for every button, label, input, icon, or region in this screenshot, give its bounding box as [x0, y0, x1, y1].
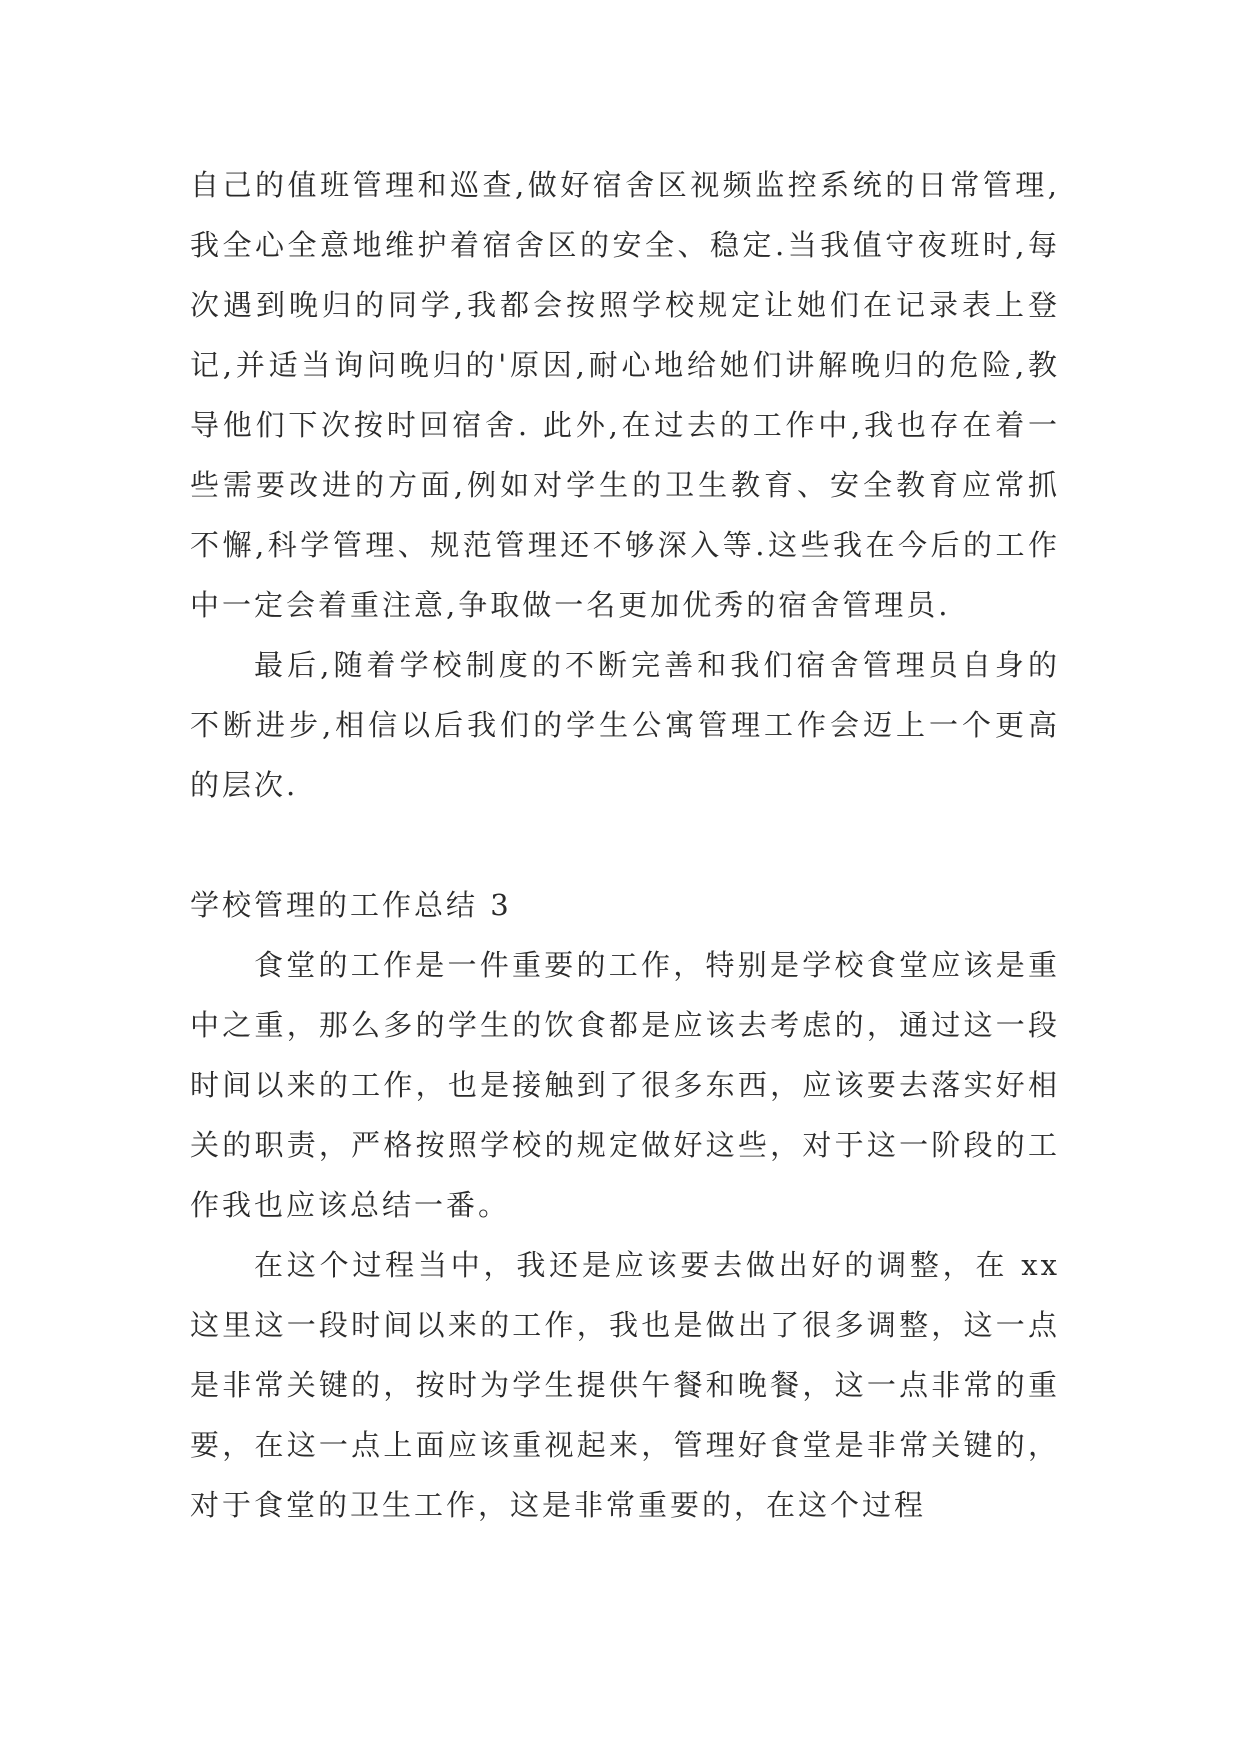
section-heading: 学校管理的工作总结 3: [190, 888, 512, 922]
document-body: [190, 155, 1060, 1535]
paragraph-dormitory-duty: 自己的值班管理和巡查,做好宿舍区视频监控系统的日常管理,我全心全意地维护着宿舍区的安全、稳定.当我值守夜班时,每次遇到晚归的同学,我都会按照学校规定让她们在记录表上登记,并适当询问晚归的'原因,耐心地给她们讲解晚归的危险,教导他们下次按时回宿舍. 此外,在过去的工作中,我也存在着一些需要改进的方面,例如对学生的卫生教育、安全教育应常抓不懈,科学管理、规范管理还不够深入等.这些我在今后的工作中一定会着重注意,争取做一名更加优秀的宿舍管理员.: [190, 168, 1060, 622]
paragraph-canteen-intro: 食堂的工作是一件重要的工作，特别是学校食堂应该是重中之重，那么多的学生的饮食都是应该去考虑的，通过这一段时间以来的工作，也是接触到了很多东西，应该要去落实好相关的职责，严格按照学校的规定做好这些，对于这一阶段的工作我也应该总结一番。: [190, 948, 1060, 1222]
paragraph-canteen-adjustment: 在这个过程当中，我还是应该要去做出好的调整，在 xx 这里这一段时间以来的工作，我也是做出了很多调整，这一点是非常关键的，按时为学生提供午餐和晚餐，这一点非常的重要，在这一点上面应该重视起来，管理好食堂是非常关键的，对于食堂的卫生工作，这是非常重要的，在这个过程: [190, 1248, 1060, 1522]
paragraph-conclusion: 最后,随着学校制度的不断完善和我们宿舍管理员自身的不断进步,相信以后我们的学生公寓管理工作会迈上一个更高的层次.: [190, 648, 1060, 802]
